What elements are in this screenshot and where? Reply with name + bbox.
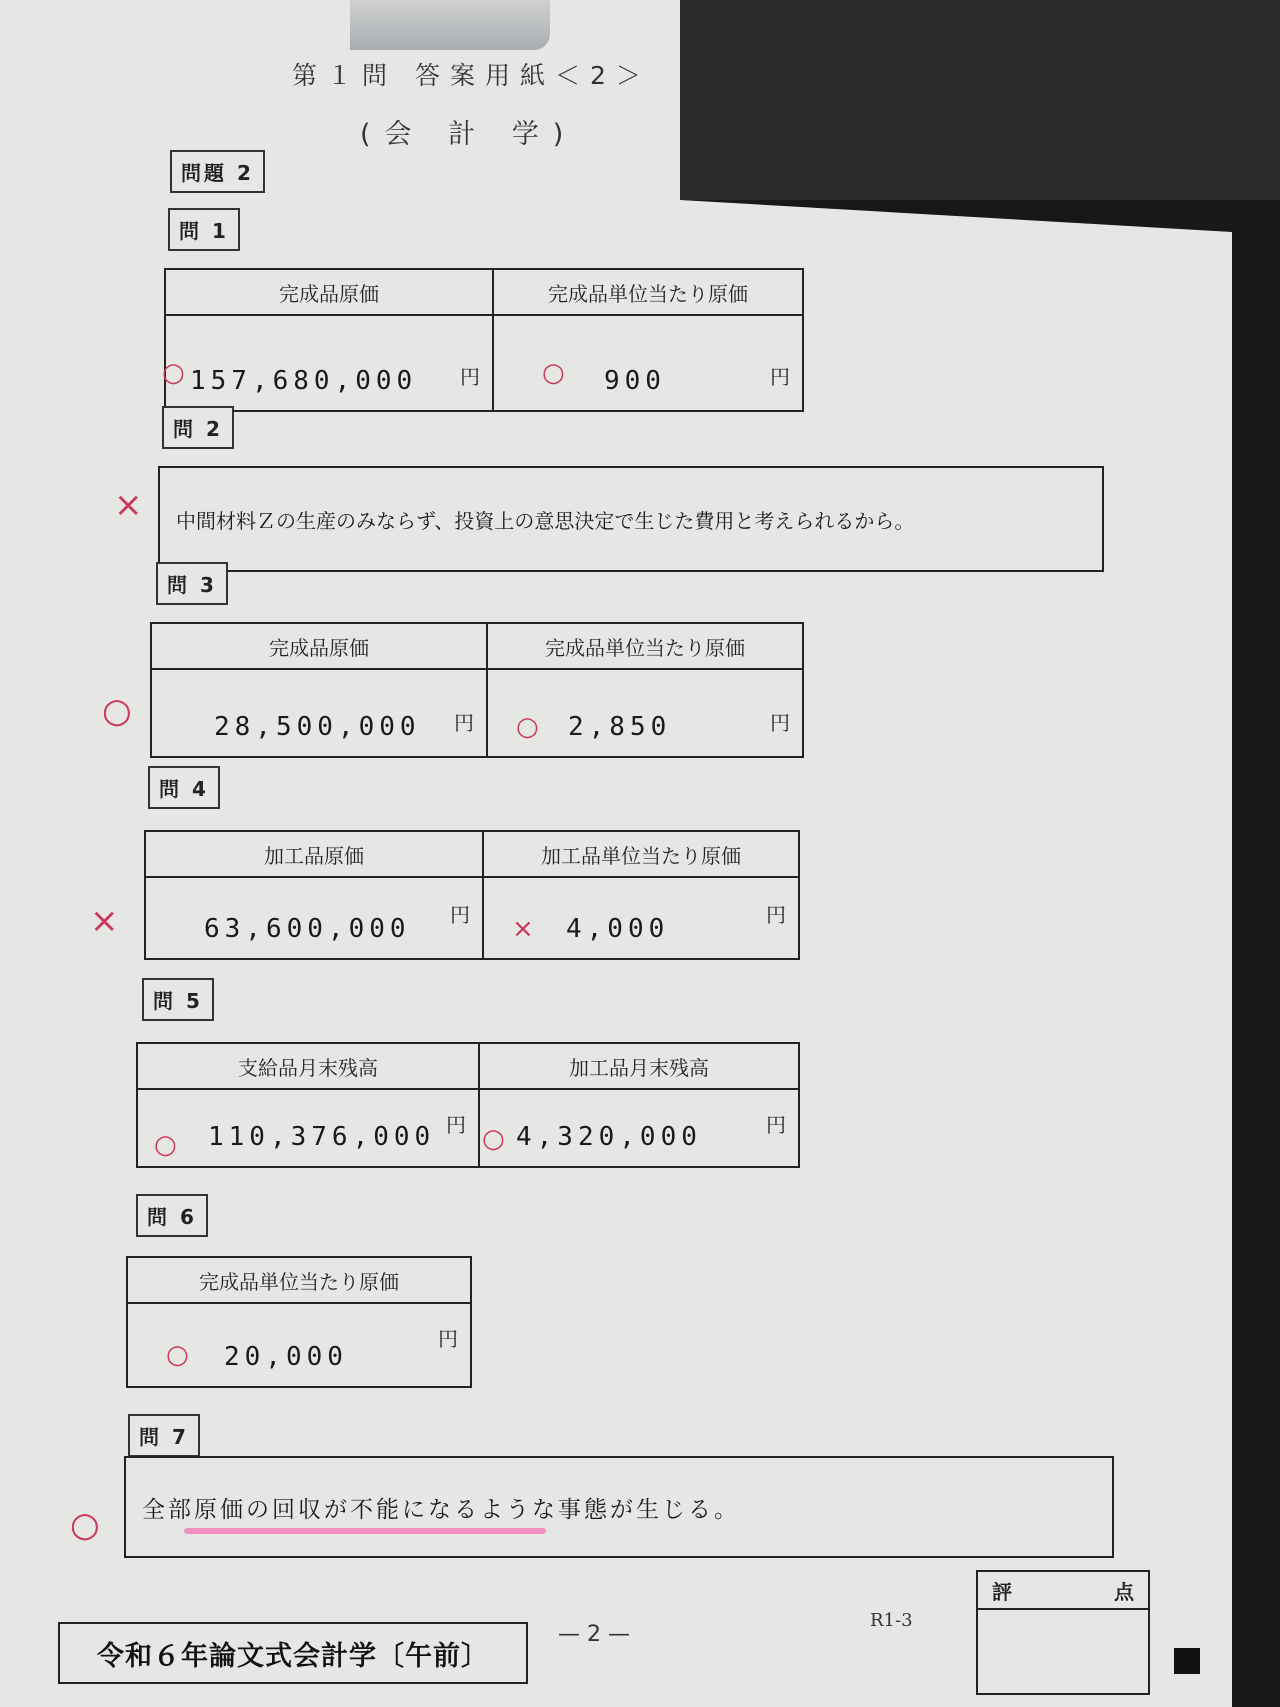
page-number: — 2 — bbox=[558, 1622, 630, 1647]
dark-folder bbox=[680, 0, 1280, 200]
q6-unit-1: 円 bbox=[438, 1327, 458, 1351]
sheet-title: 第１問 答案用紙＜2＞ bbox=[292, 61, 651, 90]
q6-cell-1 bbox=[128, 1258, 470, 1386]
q3-mark-outer: ○ bbox=[102, 691, 132, 731]
q6-label: 問 6 bbox=[136, 1194, 208, 1237]
q7-highlight-mark bbox=[184, 1528, 546, 1534]
q5-col2-header: 加工品月末残高 bbox=[480, 1044, 798, 1090]
q4-mark-2: × bbox=[512, 914, 534, 944]
sheet-code: R1-3 bbox=[870, 1610, 913, 1631]
q1-unit-1: 円 bbox=[460, 365, 480, 389]
score-header bbox=[978, 1572, 1148, 1610]
q1-cell-2 bbox=[494, 270, 802, 410]
q1-col1-header: 完成品原価 bbox=[166, 270, 492, 316]
q5-col1-header: 支給品月末残高 bbox=[138, 1044, 478, 1090]
q4-value-2: 4,000 bbox=[566, 914, 670, 944]
q1-col2-header: 完成品単位当たり原価 bbox=[494, 270, 802, 316]
q4-unit-2: 円 bbox=[766, 903, 786, 927]
sheet-subtitle: (会 計 学) bbox=[360, 119, 578, 150]
exam-title-box bbox=[58, 1622, 528, 1684]
q1-value-1: 157,680,000 bbox=[190, 366, 418, 396]
pen-object bbox=[350, 0, 550, 50]
q4-col1-header: 加工品原価 bbox=[146, 832, 482, 878]
q4-table bbox=[144, 830, 800, 960]
q6-mark-1: ○ bbox=[166, 1340, 189, 1370]
problem-label: 問題 2 bbox=[170, 150, 265, 193]
q4-col2-header: 加工品単位当たり原価 bbox=[484, 832, 798, 878]
q3-table bbox=[150, 622, 804, 758]
q4-label: 問 4 bbox=[148, 766, 220, 809]
q3-col1-header: 完成品原価 bbox=[152, 624, 486, 670]
q7-label: 問 7 bbox=[128, 1414, 200, 1457]
q5-table bbox=[136, 1042, 800, 1168]
q5-cell-1 bbox=[138, 1044, 478, 1166]
q5-label: 問 5 bbox=[142, 978, 214, 1021]
q5-mark-1: ○ bbox=[154, 1130, 177, 1160]
q5-mark-2: ○ bbox=[482, 1124, 505, 1154]
q2-label: 問 2 bbox=[162, 406, 234, 449]
q1-mark-2: ○ bbox=[542, 358, 565, 388]
q7-answer: 全部原価の回収が不能になるような事態が生じる。 bbox=[142, 1496, 740, 1523]
q1-label: 問 1 bbox=[168, 208, 240, 251]
black-square-marker bbox=[1174, 1648, 1200, 1674]
q1-value-2: 900 bbox=[604, 366, 666, 396]
q6-value-1: 20,000 bbox=[224, 1342, 348, 1372]
q3-cell-1 bbox=[152, 624, 486, 756]
q1-mark-1: ○ bbox=[162, 358, 185, 388]
q2-answer: 中間材料Ｚの生産のみならず、投資上の意思決定で生じた費用と考えられるから。 bbox=[176, 508, 915, 533]
q4-mark-outer: × bbox=[90, 901, 119, 941]
q1-unit-2: 円 bbox=[770, 365, 790, 389]
q4-value-1: 63,600,000 bbox=[204, 914, 411, 944]
q2-mark: × bbox=[114, 485, 143, 525]
q3-value-1: 28,500,000 bbox=[214, 712, 421, 742]
q3-cell-2 bbox=[488, 624, 802, 756]
exam-title: 令和６年論文式会計学〔午前〕 bbox=[97, 1640, 489, 1672]
q6-table bbox=[126, 1256, 472, 1388]
q4-cell-1 bbox=[146, 832, 482, 958]
score-box bbox=[976, 1570, 1150, 1695]
q1-table bbox=[164, 268, 804, 412]
score-label-1: 評 bbox=[992, 1579, 1012, 1604]
q5-cell-2 bbox=[480, 1044, 798, 1166]
q3-unit-2: 円 bbox=[770, 711, 790, 735]
q5-unit-2: 円 bbox=[766, 1113, 786, 1137]
q4-cell-2 bbox=[484, 832, 798, 958]
q5-value-2: 4,320,000 bbox=[516, 1122, 702, 1152]
q3-mark-2: ○ bbox=[516, 712, 539, 742]
q4-unit-1: 円 bbox=[450, 903, 470, 927]
q5-value-1: 110,376,000 bbox=[208, 1122, 436, 1152]
q2-answer-box bbox=[158, 466, 1104, 572]
q1-cell-1 bbox=[162, 270, 492, 410]
q6-col1-header: 完成品単位当たり原価 bbox=[128, 1258, 470, 1304]
q3-value-2: 2,850 bbox=[568, 712, 672, 742]
q3-label: 問 3 bbox=[156, 562, 228, 605]
q7-answer-box bbox=[124, 1456, 1114, 1558]
q3-col2-header: 完成品単位当たり原価 bbox=[488, 624, 802, 670]
q5-unit-1: 円 bbox=[446, 1113, 466, 1137]
q3-unit-1: 円 bbox=[454, 711, 474, 735]
score-label-2: 点 bbox=[1114, 1579, 1134, 1604]
q7-mark: ○ bbox=[70, 1505, 100, 1545]
